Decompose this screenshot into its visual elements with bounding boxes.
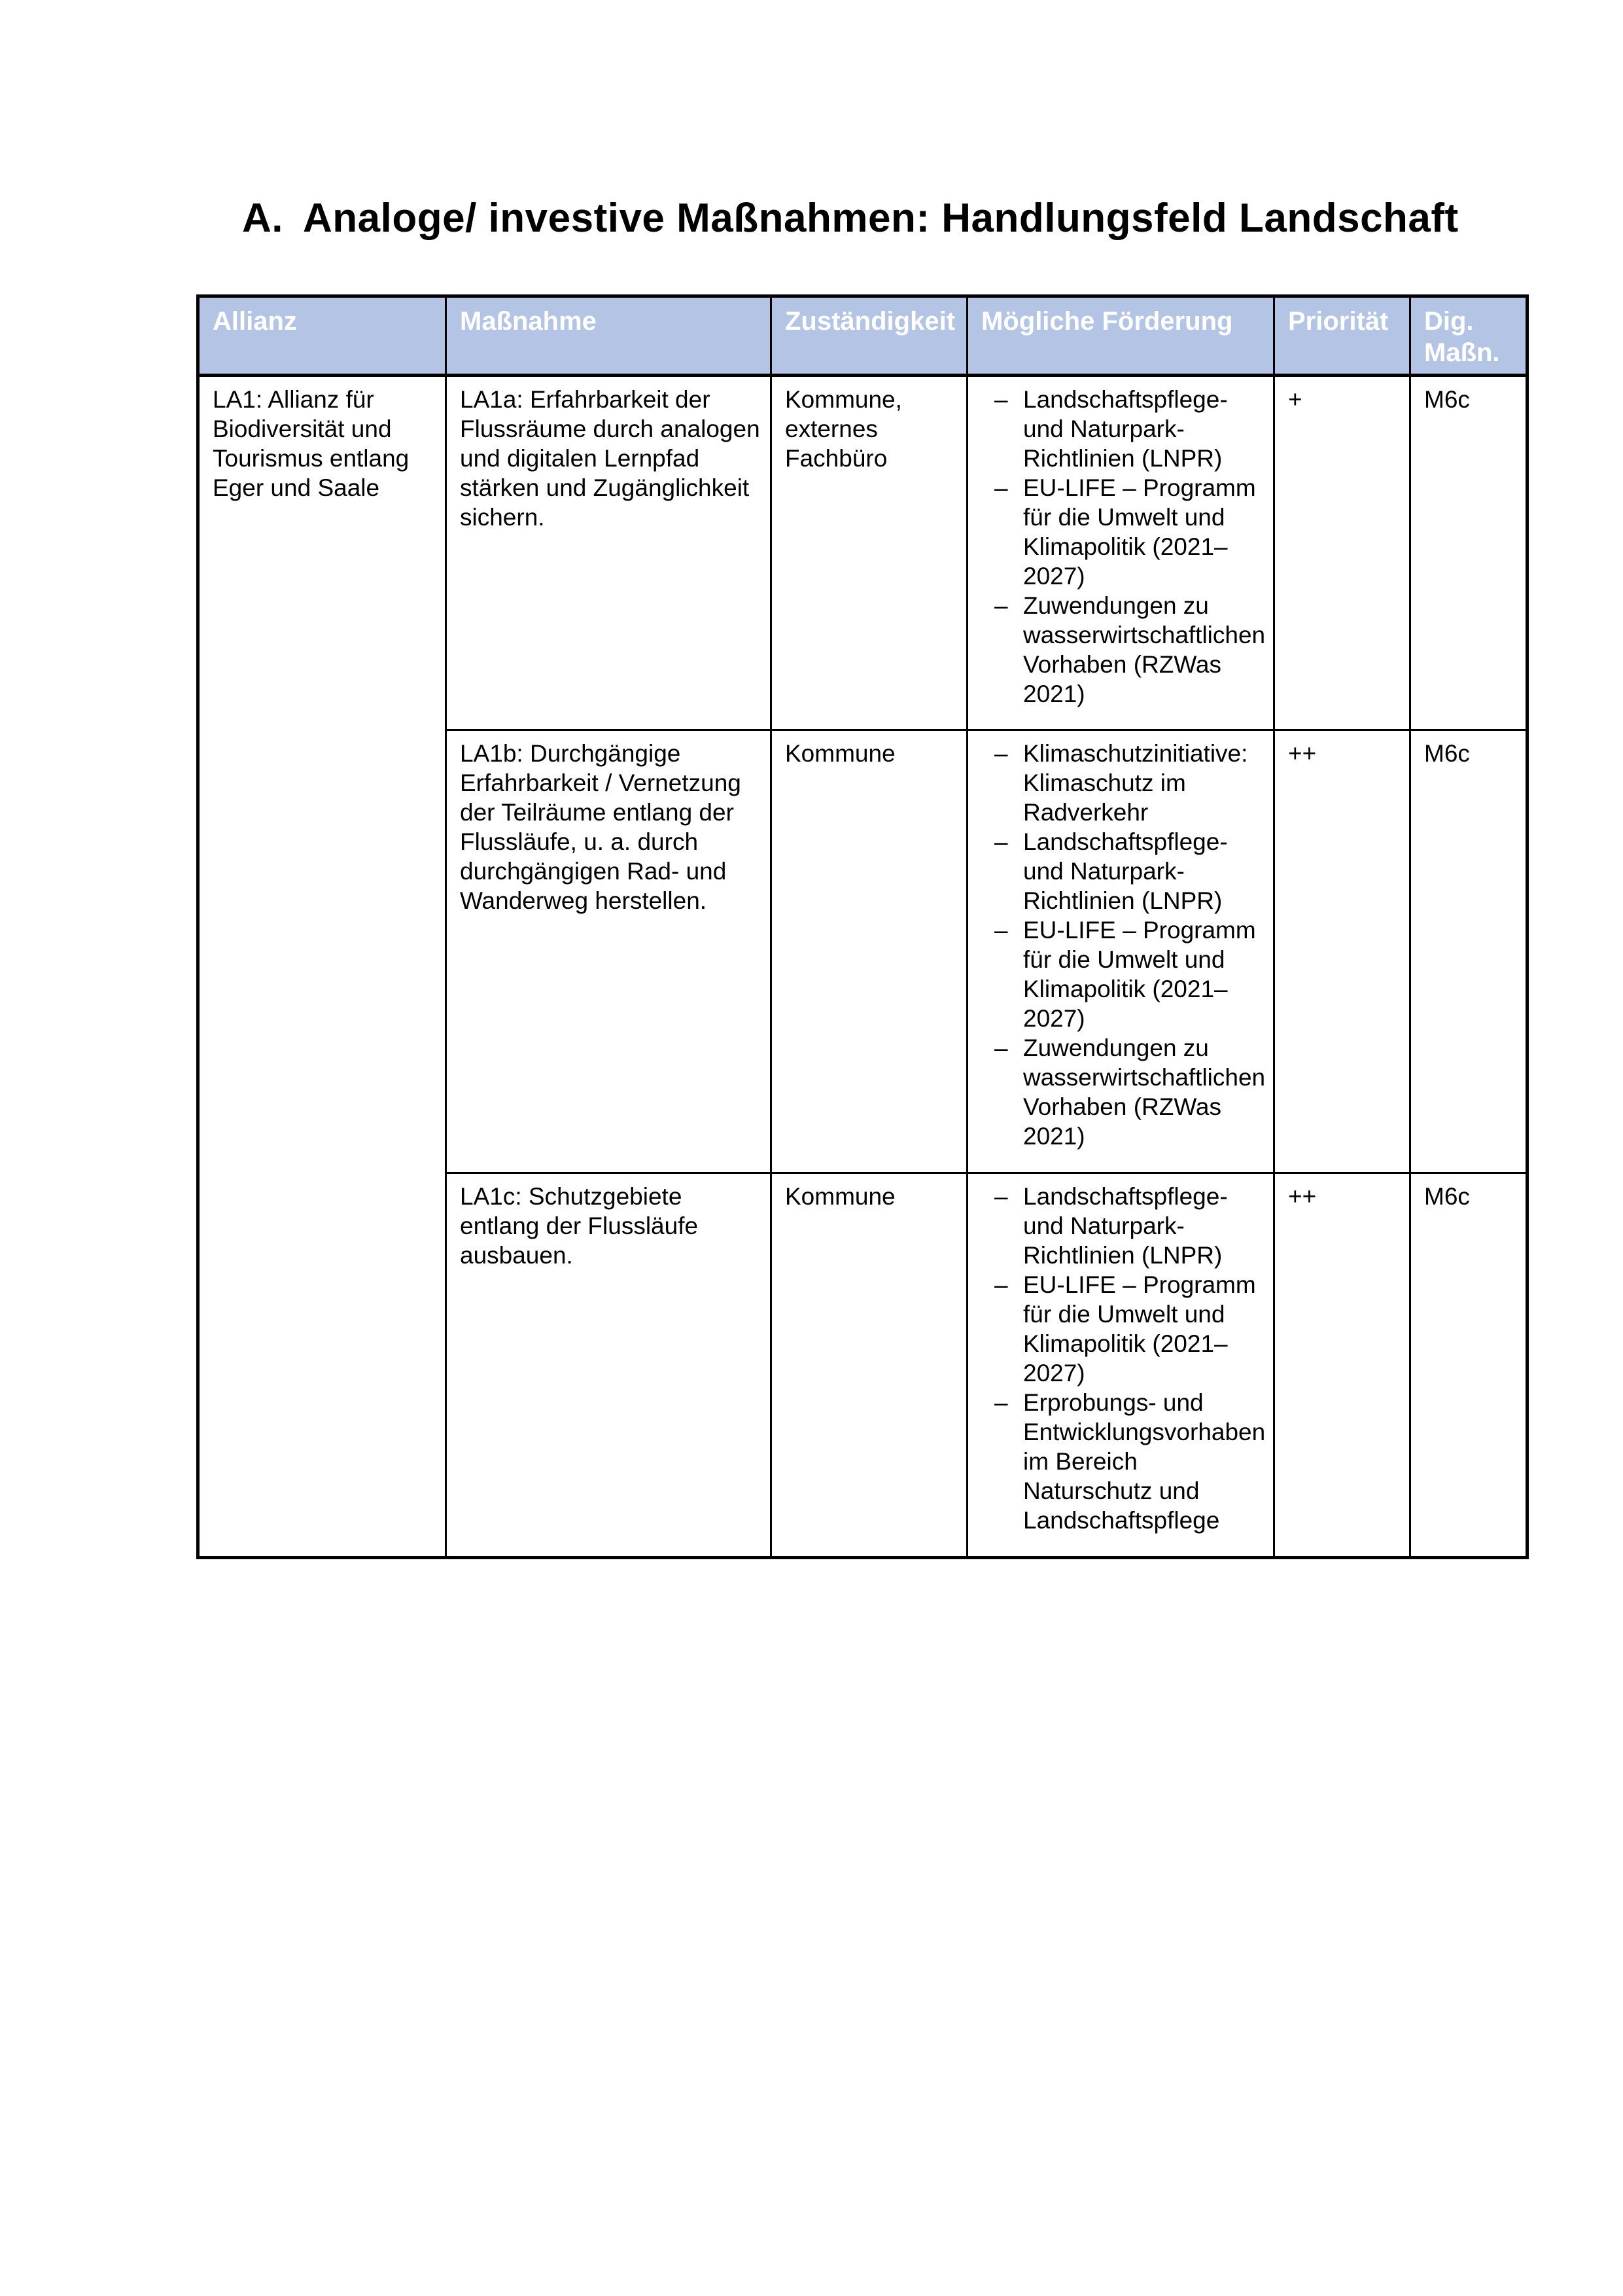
heading-index: A. (242, 196, 283, 241)
foerderung-item: – Landschaftspflege- und Naturpark-Richtlinien (LNPR) (981, 827, 1264, 915)
cell-prioritaet-la1c: ++ (1274, 1173, 1410, 1558)
cell-massnahme-la1c: LA1c: Schutzgebiete entlang der Flussläufe ausbauen. (446, 1173, 771, 1558)
cell-zustaendigkeit-la1a: Kommune, externes Fachbüro (771, 376, 968, 730)
heading-text: Analoge/ investive Maßnahmen: Handlungsfeld Landschaft (303, 196, 1459, 241)
cell-prioritaet-la1a: + (1274, 376, 1410, 730)
cell-dig-massn-la1b: M6c (1410, 730, 1527, 1173)
foerderung-item: – Zuwendungen zu wasserwirtschaftlichen Vorhaben (RZWas 2021) (981, 591, 1264, 709)
table-header-row (198, 296, 1527, 376)
foerderung-item: – Landschaftspflege- und Naturpark-Richtlinien (LNPR) (981, 1182, 1264, 1270)
cell-foerderung-la1b (968, 730, 1274, 1173)
cell-prioritaet-la1b: ++ (1274, 730, 1410, 1173)
foerderung-item: – EU-LIFE – Programm für die Umwelt und Klimapolitik (2021–2027) (981, 1270, 1264, 1388)
cell-dig-massn-la1c: M6c (1410, 1173, 1527, 1558)
cell-allianz-la1: LA1: Allianz für Biodiversität und Tourismus entlang Eger und Saale (198, 376, 446, 1558)
cell-zustaendigkeit-la1c: Kommune (771, 1173, 968, 1558)
column-header-foerderung: Mögliche Förderung (968, 296, 1274, 376)
column-header-massnahme: Maßnahme (446, 296, 771, 376)
column-header-prioritaet: Priorität (1274, 296, 1410, 376)
cell-foerderung-la1c (968, 1173, 1274, 1558)
cell-massnahme-la1b: LA1b: Durchgängige Erfahrbarkeit / Vernetzung der Teilräume entlang der Flussläufe, u. a. durch durchgängigen Rad- und Wanderweg herstellen. (446, 730, 771, 1173)
cell-dig-massn-la1a: M6c (1410, 376, 1527, 730)
cell-foerderung-la1a (968, 376, 1274, 730)
foerderung-item: – Erprobungs- und Entwicklungsvorhaben im Bereich Naturschutz und Landschaftspflege (981, 1388, 1264, 1535)
column-header-allianz: Allianz (198, 296, 446, 376)
table-row-la1a (198, 376, 1527, 730)
foerderung-item: – Klimaschutzinitiative: Klimaschutz im Radverkehr (981, 739, 1264, 827)
foerderung-item: – EU-LIFE – Programm für die Umwelt und Klimapolitik (2021–2027) (981, 915, 1264, 1033)
column-header-dig-massn: Dig. Maßn. (1410, 296, 1527, 376)
cell-zustaendigkeit-la1b: Kommune (771, 730, 968, 1173)
cell-massnahme-la1a: LA1a: Erfahrbarkeit der Flussräume durch analogen und digitalen Lernpfad stärken und Zugänglichkeit sichern. (446, 376, 771, 730)
foerderung-item: – Zuwendungen zu wasserwirtschaftlichen Vorhaben (RZWas 2021) (981, 1033, 1264, 1151)
foerderung-item: – Landschaftspflege- und Naturpark-Richtlinien (LNPR) (981, 385, 1264, 473)
measures-table (196, 294, 1529, 1559)
page-title (242, 195, 1459, 241)
foerderung-item: – EU-LIFE – Programm für die Umwelt und Klimapolitik (2021–2027) (981, 473, 1264, 591)
column-header-zustaendigkeit: Zuständigkeit (771, 296, 968, 376)
